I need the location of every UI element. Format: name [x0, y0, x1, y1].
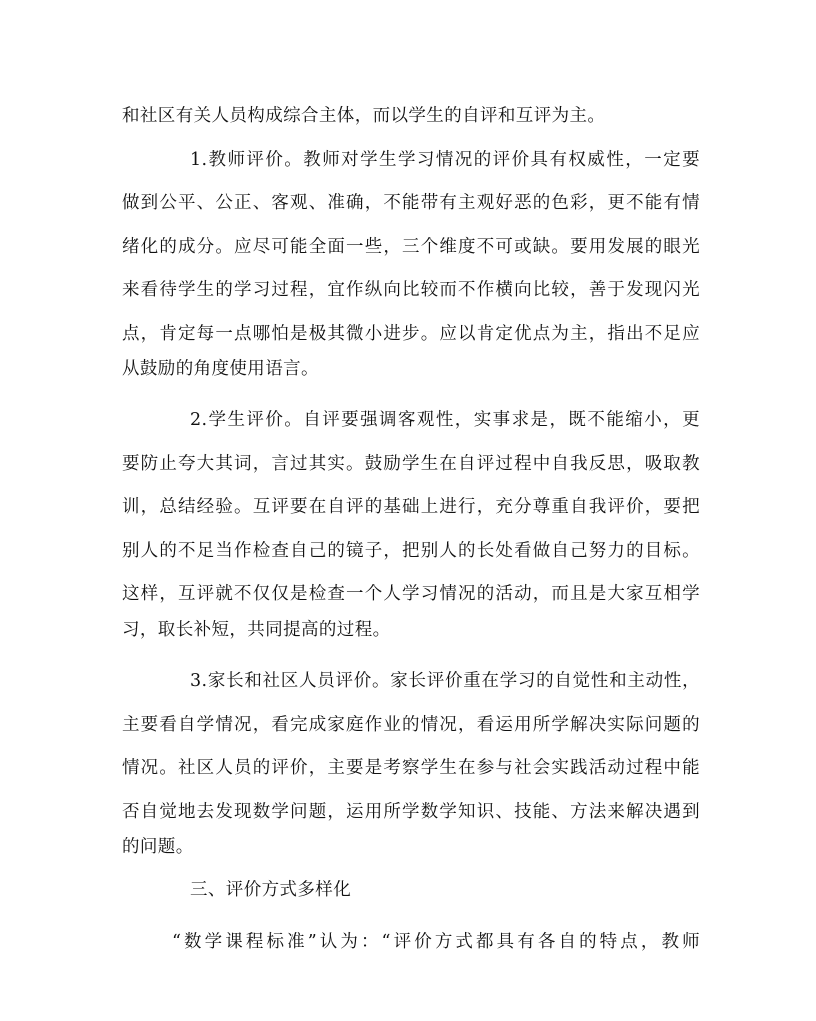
text-line: 来看待学生的学习过程，宜作纵向比较而不作横向比较，善于发现闪光 [122, 280, 700, 300]
section-heading: 三、评价方式多样化 [190, 880, 352, 900]
text-line: 做到公平、公正、客观、准确，不能带有主观好恶的色彩，更不能有情 [122, 193, 700, 213]
text-line: 这样，互评就不仅仅是检查一个人学习情况的活动，而且是大家互相学 [122, 584, 700, 604]
text-line: 主要看自学情况，看完成家庭作业的情况，看运用所学解决实际问题的 [122, 715, 700, 735]
text-line: 点，肯定每一点哪怕是极其微小进步。应以肯定优点为主，指出不足应 [122, 324, 700, 344]
text-line: 别人的不足当作检查自己的镜子，把别人的长处看做自己努力的目标。 [122, 541, 700, 561]
text-line: 习，取长补短，共同提高的过程。 [122, 620, 391, 640]
paragraph-1-first-line: 1.教师评价。教师对学生学习情况的评价具有权威性，一定要 [190, 150, 700, 170]
paragraph-3-first-line: 3.家长和社区人员评价。家长评价重在学习的自觉性和主动性， [190, 671, 700, 691]
text-line: 从鼓励的角度使用语言。 [122, 359, 319, 379]
paragraph-2-first-line: 2.学生评价。自评要强调客观性，实事求是，既不能缩小，更 [190, 410, 700, 430]
text-line: 和社区有关人员构成综合主体，而以学生的自评和互评为主。 [122, 106, 606, 126]
text-line: 要防止夸大其词，言过其实。鼓励学生在自评过程中自我反思，吸取教 [122, 454, 700, 474]
text-line: 训，总结经验。互评要在自评的基础上进行，充分尊重自我评价，要把 [122, 497, 700, 517]
paragraph-4-first-line: “数学课程标准”认为：“评价方式都具有各自的特点，教师 [172, 932, 700, 952]
text-line: 否自觉地去发现数学问题，运用所学数学知识、技能、方法来解决遇到 [122, 802, 700, 822]
text-line: 的问题。 [122, 837, 194, 857]
text-line: 绪化的成分。应尽可能全面一些，三个维度不可或缺。要用发展的眼光 [122, 237, 700, 257]
text-line: 情况。社区人员的评价，主要是考察学生在参与社会实践活动过程中能 [122, 758, 700, 778]
